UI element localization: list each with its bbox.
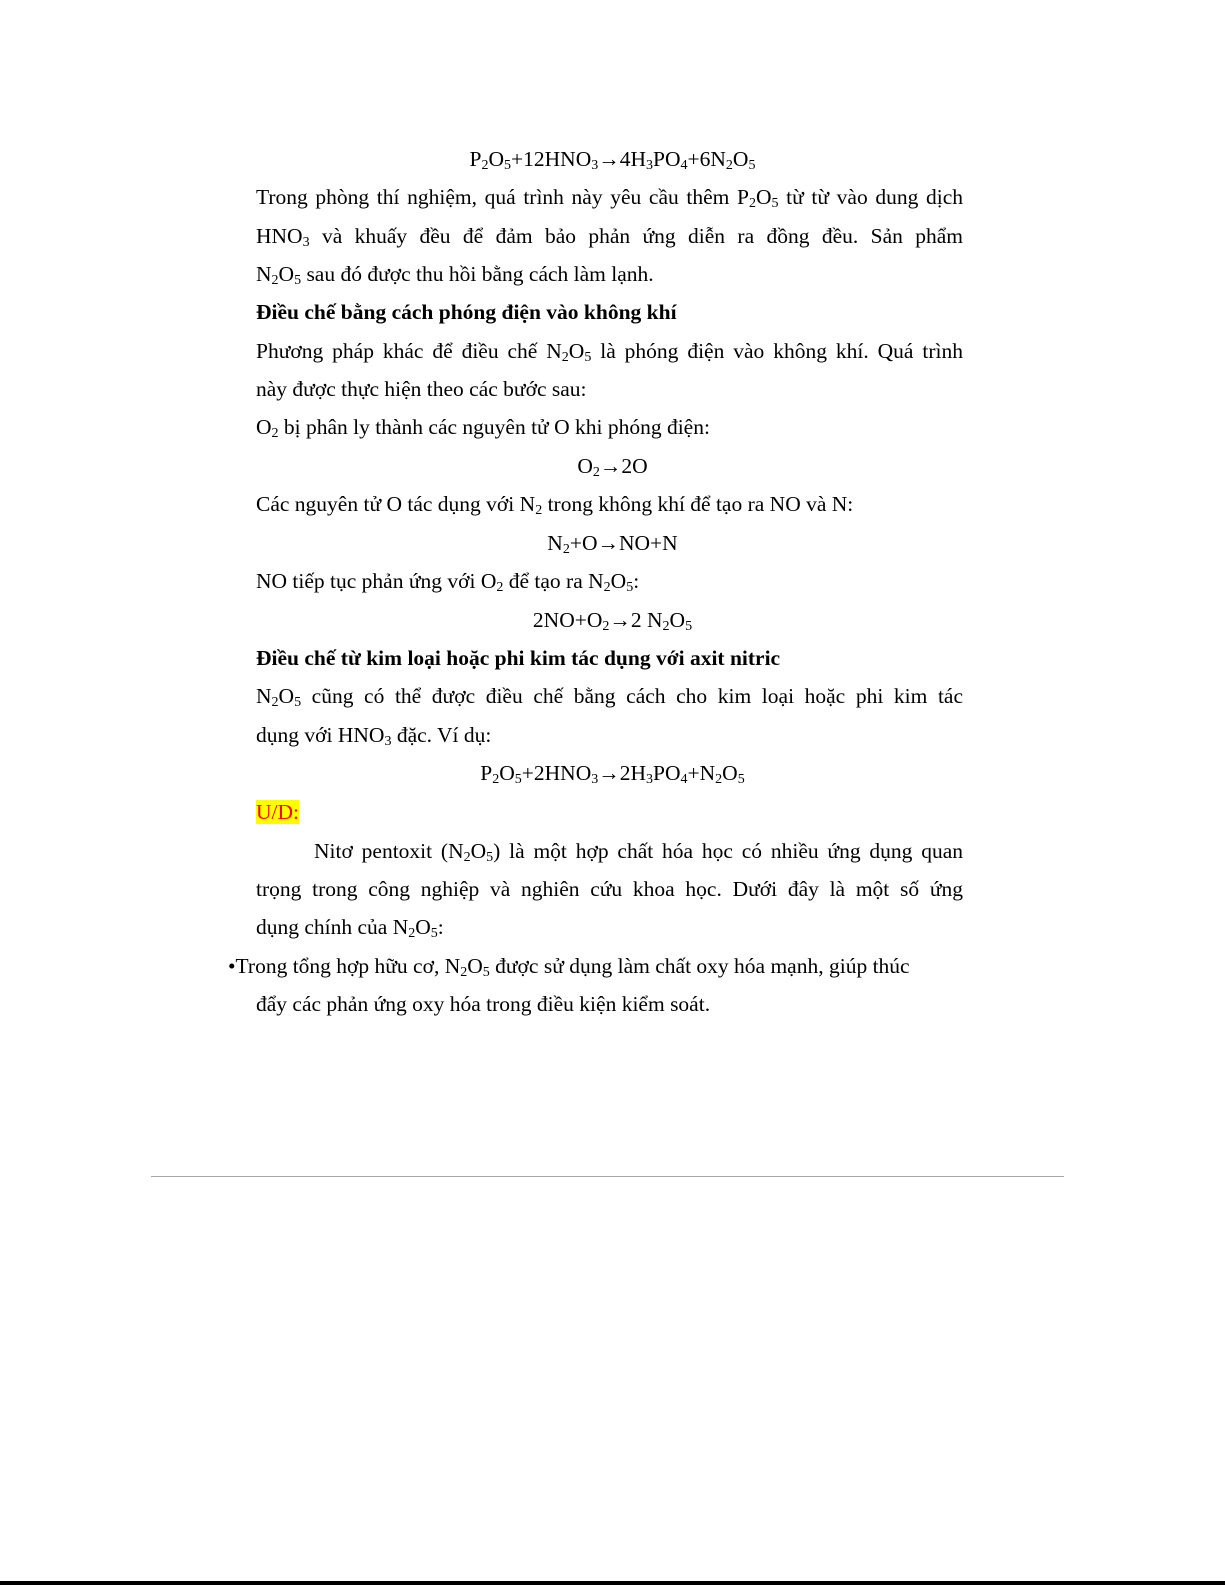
bullet-item-continuation: đẩy các phản ứng oxy hóa trong điều kiện kiểm soát. <box>256 992 711 1016</box>
bullet-item: •Trong tổng hợp hữu cơ, N2O5 được sử dụng làm chất oxy hóa mạnh, giúp thúc <box>228 954 910 980</box>
equation-no: 2NO+O2→2 N2O5 <box>532 608 693 634</box>
ud-label <box>256 797 299 827</box>
paragraph-line: HNO3 và khuấy đều để đảm bảo phản ứng diễn ra đồng đều. Sản phẩm <box>256 224 963 250</box>
paragraph-line: này được thực hiện theo các bước sau: <box>256 377 587 401</box>
paragraph-line: NO tiếp tục phản ứng với O2 để tạo ra N2O5: <box>256 569 640 595</box>
paragraph-line: Các nguyên tử O tác dụng với N2 trong không khí để tạo ra NO và N: <box>256 492 854 518</box>
page-bottom-edge <box>0 1581 1225 1585</box>
equation-p2o5-hno3-second: P2O5+2HNO3→2H3PO4+N2O5 <box>480 761 745 787</box>
paragraph-line: O2 bị phân ly thành các nguyên tử O khi phóng điện: <box>256 415 710 441</box>
highlighted-label: U/D: <box>256 800 299 824</box>
paragraph-line: N2O5 cũng có thể được điều chế bằng cách cho kim loại hoặc phi kim tác <box>256 684 963 710</box>
paragraph-line: trọng trong công nghiệp và nghiên cứu khoa học. Dưới đây là một số ứng <box>256 877 963 901</box>
paragraph-line: Phương pháp khác để điều chế N2O5 là phóng điện vào không khí. Quá trình <box>256 339 963 365</box>
paragraph-line: Nitơ pentoxit (N2O5) là một hợp chất hóa học có nhiều ứng dụng quan <box>314 839 963 865</box>
paragraph-line: Trong phòng thí nghiệm, quá trình này yêu cầu thêm P2O5 từ từ vào dung dịch <box>256 185 964 211</box>
equation-p2o5-hno3: P2O5+12HNO3→4H3PO4+6N2O5 <box>469 147 756 173</box>
footer-divider <box>151 1176 1064 1177</box>
section-heading: Điều chế từ kim loại hoặc phi kim tác dụng với axit nitric <box>256 646 781 670</box>
section-heading: Điều chế bằng cách phóng điện vào không khí <box>256 300 677 324</box>
paragraph-line: dụng chính của N2O5: <box>256 915 444 941</box>
paragraph-line: dụng với HNO3 đặc. Ví dụ: <box>256 723 492 749</box>
paragraph-line: N2O5 sau đó được thu hồi bằng cách làm lạnh. <box>256 262 654 288</box>
equation-n2: N2+O→NO+N <box>547 531 678 557</box>
equation-o2: O2→2O <box>577 454 648 480</box>
